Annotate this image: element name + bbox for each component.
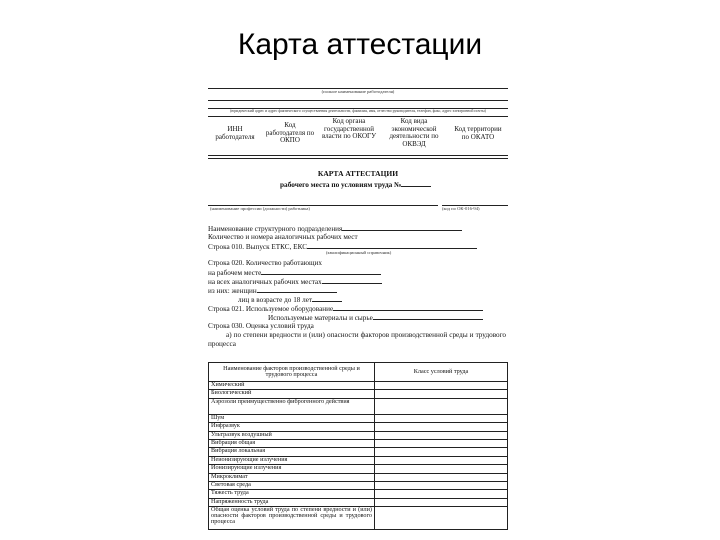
slide-title: Карта аттестации: [237, 28, 483, 61]
table-row: [209, 448, 508, 456]
qualification-caption: (квалификационный справочник): [326, 250, 392, 255]
attestation-form-scan: [206, 78, 510, 540]
code-header-inn: ИНН работодателя: [215, 125, 255, 141]
employer-address-caption: (юридический адрес и адрес фактического осуществления деятельности, фамилия, имя, отчество руководителя, телефон, факс, адрес электронной почты): [230, 109, 486, 113]
card-title: КАРТА АТТЕСТАЦИИ: [317, 169, 399, 178]
class-cell: [375, 481, 508, 489]
code-header-okpo: Код работодателя по ОКПО: [265, 121, 315, 145]
form-line-minors: лиц в возрасте до 18 лет: [238, 295, 342, 304]
factors-table: [208, 362, 508, 530]
table-row: [209, 423, 508, 431]
card-subtitle: рабочего места по условиям труда №: [280, 180, 431, 189]
table-row: [209, 465, 508, 473]
factor-cell: Вибрация локальная: [209, 448, 375, 456]
code-header-okato: Код территории по ОКАТО: [454, 125, 502, 141]
divider: [208, 100, 508, 101]
class-column-header: Класс условий труда: [375, 363, 508, 382]
table-row: [209, 481, 508, 489]
form-line-similar-places: Количество и номера аналогичных рабочих мест: [208, 233, 358, 241]
form-line-materials: Используемые материалы и сырье: [268, 313, 483, 322]
factor-cell: Световая среда: [209, 481, 375, 489]
table-row: [209, 507, 508, 530]
class-cell: [375, 382, 508, 390]
class-cell: [375, 431, 508, 439]
table-row: [209, 414, 508, 422]
form-line-equipment: Строка 021. Используемое оборудование: [208, 304, 483, 313]
factor-cell: Тяжесть труда: [209, 490, 375, 498]
code-caption: (код по ОК-016-94): [442, 206, 480, 211]
factors-column-header: Наименование факторов производственной среды и трудового процесса: [209, 363, 375, 382]
class-cell: [375, 448, 508, 456]
form-line-assessment: Строка 030. Оценка условий труда: [208, 322, 314, 330]
form-line-department: Наименование структурного подразделения: [208, 224, 462, 233]
codes-bottom-rule: [208, 158, 508, 159]
class-cell: [375, 439, 508, 447]
class-cell: [375, 423, 508, 431]
factor-cell: Неионизирующие излучения: [209, 456, 375, 464]
form-line-all-similar: на всех аналогичных рабочих местах: [208, 277, 382, 286]
class-cell: [375, 414, 508, 422]
factor-cell: Микроклимат: [209, 473, 375, 481]
form-line-workers: Строка 020. Количество работающих: [208, 259, 322, 267]
factor-cell: Ультразвук воздушный: [209, 431, 375, 439]
table-row: [209, 473, 508, 481]
factor-cell: Инфразвук: [209, 423, 375, 431]
codes-top-rule: [208, 155, 508, 156]
factor-cell: Вибрация общая: [209, 439, 375, 447]
table-header-row: [209, 363, 508, 382]
factor-cell: Шум: [209, 414, 375, 422]
factor-cell: Аэрозоли преимущественно фиброгенного действия: [209, 398, 375, 414]
class-cell: [375, 498, 508, 506]
class-cell: [375, 398, 508, 414]
form-line-etks: Строка 010. Выпуск ЕТКС, ЕКС: [208, 242, 477, 251]
class-cell: [375, 456, 508, 464]
class-cell: [375, 507, 508, 530]
factor-cell: Химический: [209, 382, 375, 390]
class-cell: [375, 490, 508, 498]
code-header-okved: Код вида экономической деятельности по ОКВЭД: [389, 117, 439, 149]
employer-name-caption: (полное наименование работодателя): [321, 89, 395, 94]
table-row: [209, 382, 508, 390]
class-cell: [375, 465, 508, 473]
class-cell: [375, 473, 508, 481]
factor-cell: Напряженность труда: [209, 498, 375, 506]
code-header-okogu: Код органа государственной власти по ОКОГУ: [321, 117, 377, 141]
form-line-women: из них: женщин: [208, 286, 337, 295]
factor-cell: Биологический: [209, 390, 375, 398]
form-line-at-workplace: на рабочем месте: [208, 268, 381, 277]
table-row: [209, 490, 508, 498]
factor-cell: Общая оценка условий труда по степени вредности и (или) опасности факторов производственной среды и трудового процесса: [209, 507, 375, 530]
factor-cell: Ионизирующие излучения: [209, 465, 375, 473]
table-row: [209, 398, 508, 414]
form-line-factors-intro: а) по степени вредности и (или) опасности факторов производственной среды и трудового процесса: [208, 331, 506, 348]
profession-caption: (наименование профессии (должности) работника): [210, 206, 310, 211]
class-cell: [375, 390, 508, 398]
